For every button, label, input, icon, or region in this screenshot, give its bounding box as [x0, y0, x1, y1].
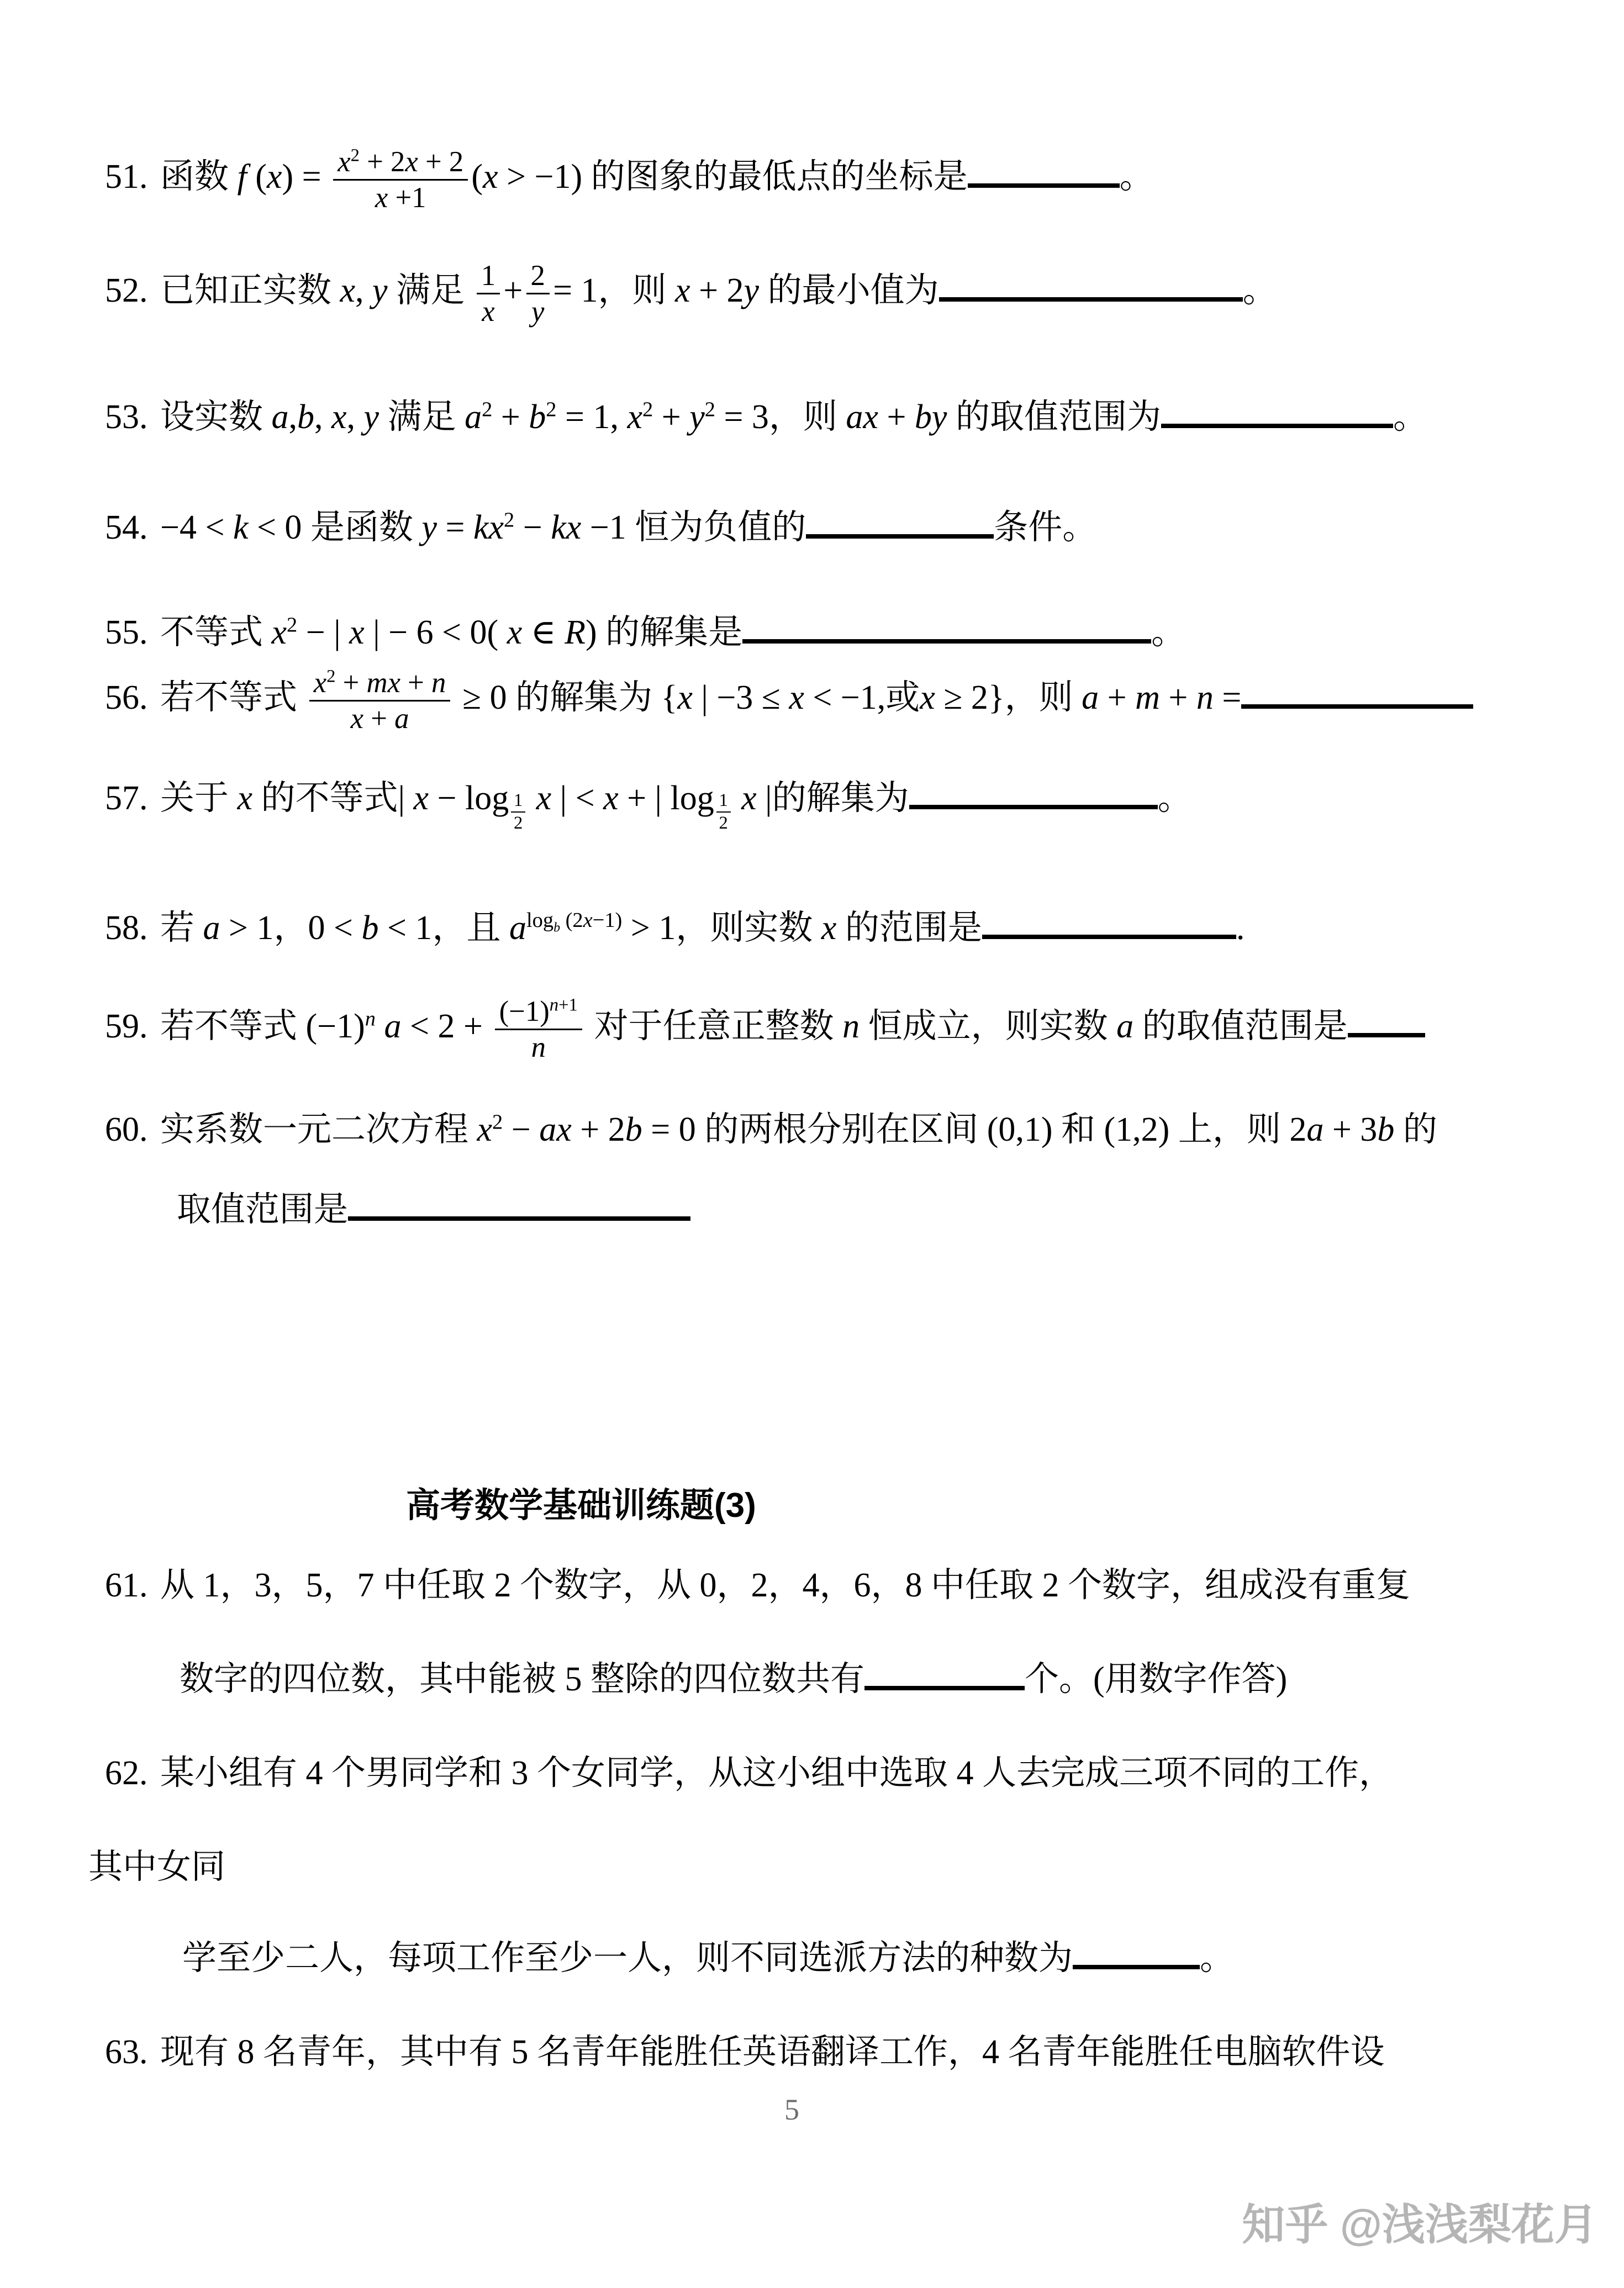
fraction-numerator — [309, 666, 450, 700]
text-run: 的取值范围为 — [955, 398, 1161, 436]
question-number: 51. — [105, 157, 148, 196]
math-run: x ≥ 2} — [920, 678, 1005, 716]
question-number: 55. — [105, 614, 148, 651]
fraction — [333, 145, 468, 215]
text-run: 设实数 — [160, 398, 272, 436]
math-run: logb (2x−1) — [526, 909, 623, 936]
question-53 — [105, 395, 1427, 440]
question-number: 53. — [105, 398, 148, 436]
math-run: a — [509, 909, 526, 947]
math-run: $x^2 + 2x + 2$ — [338, 145, 464, 178]
fraction-denominator — [511, 811, 525, 834]
section-title: 高考数学基础训练题(3) — [406, 1486, 756, 1525]
math-run: a + m + n = — [1082, 678, 1242, 716]
math-run: y — [531, 296, 545, 328]
math-run: log — [670, 779, 714, 817]
math-run: = 1 — [553, 271, 598, 309]
math-run: a — [1116, 1007, 1134, 1045]
question-number: 52. — [105, 271, 148, 309]
math-run: −4 < k < 0 — [160, 509, 310, 546]
text-run: 对于任意正整数 — [586, 1007, 843, 1045]
math-run: x, y — [340, 271, 388, 309]
fraction — [526, 259, 550, 329]
answer-blank — [1241, 699, 1473, 709]
text-run: ，则 — [768, 398, 846, 436]
math-run: {x | −3 ≤ x < −1, — [661, 678, 886, 716]
text-run: 若 — [160, 909, 203, 947]
question-number: 60. — [105, 1111, 148, 1148]
text-run: ，则 — [598, 271, 676, 309]
text-run: 满足 — [396, 271, 473, 309]
text-run: 不等式 — [160, 614, 272, 651]
text-run: 的解集为 — [772, 779, 909, 817]
math-run: 1 — [481, 260, 496, 292]
question-62-line-3 — [182, 1936, 1234, 1981]
fraction-numerator — [333, 145, 468, 179]
text-run: 取值范围是 — [177, 1191, 349, 1229]
text-run: 。 — [1151, 614, 1186, 651]
fraction — [495, 994, 582, 1064]
math-run: $x^2$ − | x | − 6 < 0( x ∈ R) — [271, 613, 606, 651]
math-run: a,b, x, y — [271, 398, 379, 436]
text-run: 上，则 — [1169, 1111, 1290, 1148]
question-61-line-1 — [105, 1563, 1410, 1608]
text-run: 。 — [1119, 157, 1154, 196]
text-run: 恒成立，则实数 — [868, 1007, 1117, 1045]
answer-blank — [348, 1211, 690, 1221]
fraction — [309, 666, 450, 736]
math-run: > 1 — [622, 909, 676, 947]
math-run: (0,1) — [987, 1111, 1053, 1148]
fraction-denominator — [716, 811, 731, 834]
math-run: x + 2y — [675, 271, 760, 309]
math-run: $x^2$ + mx + n — [313, 666, 446, 699]
question-57 — [105, 776, 1192, 834]
question-56 — [105, 666, 1473, 736]
question-51 — [105, 145, 1154, 215]
answer-blank — [939, 292, 1243, 302]
fraction-numerator — [477, 259, 500, 293]
text-run: 是函数 — [310, 509, 422, 546]
text-run: 若不等式 — [160, 678, 306, 716]
fraction-numerator — [716, 790, 731, 811]
fraction-denominator — [477, 293, 500, 329]
math-run: $a^2 + b^2 = 1$, $x^2 + y^2 = 3$ — [465, 398, 769, 436]
text-run: 的 — [1402, 1111, 1437, 1148]
text-run: 。 — [1393, 398, 1427, 436]
page-number: 5 — [784, 2093, 799, 2126]
text-run: 已知正实数 — [160, 271, 340, 309]
text-run: 恒为负值的 — [635, 509, 806, 546]
math-run: . — [1236, 909, 1245, 947]
answer-blank — [864, 1681, 1025, 1690]
question-59 — [105, 994, 1425, 1064]
answer-blank — [1161, 419, 1393, 428]
question-62-line-2 — [88, 1845, 225, 1890]
text-run: 。 — [1200, 1939, 1235, 1977]
question-54 — [105, 505, 1096, 550]
question-number: 57. — [105, 779, 148, 817]
math-run: | x − — [398, 779, 465, 817]
math-run: x | < x + | — [536, 779, 671, 817]
text-run: 其中女同 — [88, 1848, 226, 1886]
math-run: 1 — [514, 790, 523, 811]
math-run: $(-1)^{n+1}$ — [499, 995, 578, 1027]
fraction-denominator — [333, 179, 468, 215]
math-run: + — [503, 271, 523, 309]
question-number: 54. — [105, 509, 148, 546]
question-number: 61. — [105, 1567, 148, 1604]
math-run: 2 — [719, 813, 728, 833]
question-number: 59. — [105, 1007, 148, 1045]
math-run: ≥ 0 — [454, 678, 516, 716]
question-55 — [105, 610, 1185, 655]
question-number: 62. — [105, 1754, 148, 1792]
math-run: n — [531, 1031, 546, 1064]
text-run: 满足 — [387, 398, 465, 436]
fraction — [477, 259, 500, 329]
fraction-denominator — [495, 1029, 582, 1064]
subscript — [714, 790, 733, 833]
math-run: 0 < b < 1 — [308, 909, 433, 947]
math-run: n — [842, 1007, 860, 1045]
answer-blank — [806, 529, 994, 539]
text-run: ，且 — [432, 909, 509, 947]
question-number: 63. — [105, 2033, 148, 2071]
answer-blank — [1073, 1960, 1200, 1969]
fraction-denominator — [309, 700, 450, 736]
math-run: $x^2$ − ax + 2b = 0 — [477, 1110, 705, 1148]
math-run: f (x) = — [237, 157, 330, 196]
text-run: 的范围是 — [845, 909, 982, 947]
math-run: $(-1)^n$ a < 2 + — [305, 1007, 492, 1045]
question-52 — [105, 259, 1277, 329]
text-run: 。 — [1157, 779, 1192, 817]
text-run: 的取值范围是 — [1142, 1007, 1348, 1045]
math-run: 2 — [514, 813, 523, 833]
question-58 — [105, 906, 1245, 951]
answer-blank — [1348, 1028, 1425, 1037]
text-run: 从 1，3，5，7 中任取 2 个数字，从 0，2，4，6，8 中任取 2 个数字，组成没有重复 — [160, 1567, 1411, 1604]
question-number: 58. — [105, 909, 148, 947]
text-run: 实系数一元二次方程 — [160, 1111, 477, 1148]
text-run: 数字的四位数，其中能被 5 整除的四位数共有 — [180, 1660, 865, 1698]
math-run: (1,2) — [1104, 1111, 1170, 1148]
fraction-numerator — [495, 994, 582, 1029]
text-run: 某小组有 4 个男同学和 3 个女同学，从这小组中选取 4 人去完成三项不同的工作， — [160, 1754, 1394, 1792]
text-run: 若不等式 — [160, 1007, 306, 1045]
text-run: 的解集为 — [515, 678, 661, 716]
text-run: ， — [273, 909, 308, 947]
text-run: ，则 — [1004, 678, 1082, 716]
math-run: (x > −1) — [471, 157, 583, 196]
math-run: x + a — [350, 703, 409, 735]
text-run: 关于 — [160, 779, 238, 817]
question-63 — [105, 2030, 1385, 2075]
fraction-numerator — [511, 790, 525, 811]
text-run: 函数 — [160, 157, 238, 196]
math-run: x +1 — [375, 182, 426, 214]
exponent — [526, 909, 623, 936]
text-run: 的最小值为 — [767, 271, 939, 309]
text-run: 学至少二人，每项工作至少一人，则不同选派方法的种数为 — [182, 1939, 1073, 1977]
text-run: 的图象的最低点的坐标是 — [582, 157, 968, 196]
text-run: 。 — [1242, 271, 1277, 309]
answer-blank — [909, 800, 1158, 809]
math-run: x | — [741, 779, 772, 817]
text-run: 的两根分别在区间 — [704, 1111, 987, 1148]
subscript — [509, 790, 528, 833]
answer-blank — [742, 634, 1151, 644]
text-run: 或 — [885, 678, 920, 716]
answer-blank — [982, 930, 1236, 939]
subscripted — [465, 779, 528, 833]
text-run: 的解集是 — [605, 614, 743, 651]
question-62-line-1 — [105, 1751, 1393, 1796]
math-run: ax + by — [846, 398, 947, 436]
text-run: 和 — [1052, 1111, 1104, 1148]
question-number: 56. — [105, 678, 148, 716]
math-run: a > 1 — [203, 909, 274, 947]
text-run: 个。(用数字作答) — [1025, 1660, 1288, 1698]
fraction-denominator — [526, 293, 550, 329]
watermark: 知乎 @浅浅梨花月 — [1242, 2200, 1597, 2249]
fraction-numerator — [526, 259, 550, 293]
math-run: 1 — [719, 790, 728, 811]
power — [509, 909, 622, 947]
math-run: $y = kx^2$ − kx −1 — [421, 508, 635, 546]
math-run: x — [237, 779, 253, 817]
math-run: 2 — [530, 260, 545, 292]
math-run: 2a + 3b — [1289, 1111, 1395, 1148]
text-run: 的不等式 — [261, 779, 398, 817]
fraction — [716, 790, 731, 834]
math-run: log — [465, 779, 509, 817]
question-61-line-2 — [180, 1657, 1287, 1702]
fraction — [511, 790, 525, 834]
math-run: x — [821, 909, 837, 947]
text-run: ，则实数 — [676, 909, 821, 947]
question-60-line-1 — [105, 1108, 1437, 1152]
answer-blank — [968, 178, 1120, 188]
math-run: x — [482, 296, 495, 328]
question-60-line-2 — [177, 1188, 690, 1232]
subscripted — [670, 779, 732, 833]
text-run: 条件。 — [994, 509, 1097, 546]
text-run: 现有 8 名青年，其中有 5 名青年能胜任英语翻译工作，4 名青年能胜任电脑软件设 — [160, 2033, 1385, 2071]
